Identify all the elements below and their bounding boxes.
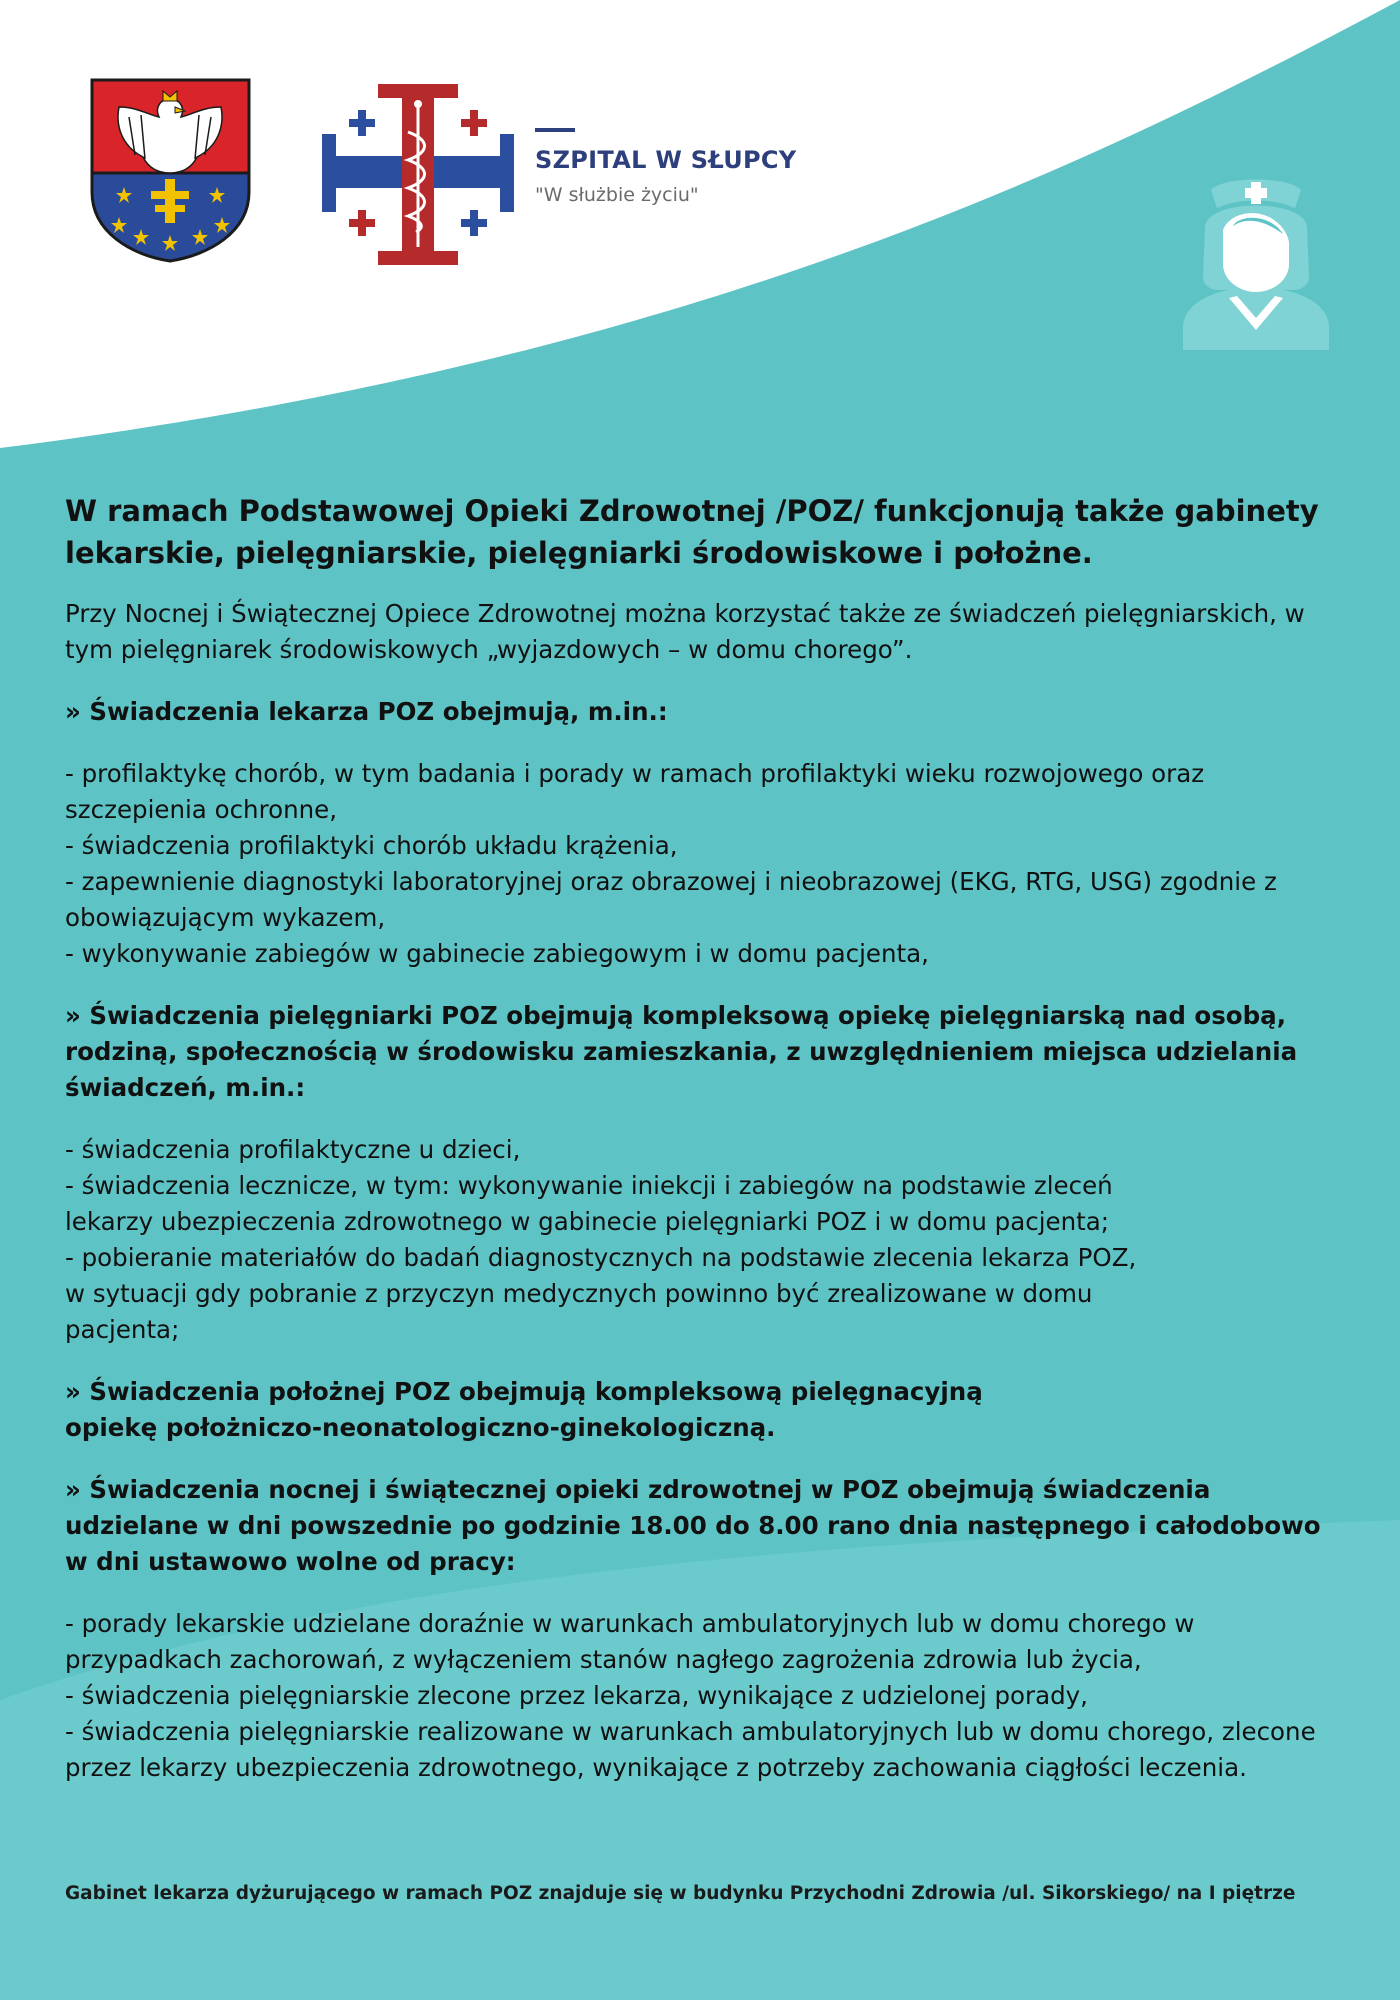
intro-paragraph: Przy Nocnej i Świątecznej Opiece Zdrowotnej można korzystać także ze świadczeń pielęgniarskich, w tym pielęgniarek środowiskowych „wyjazdowych – w domu chorego”.: [65, 599, 1305, 664]
section-list-lekarz: [65, 756, 1350, 972]
hospital-cross-logo-icon: [320, 82, 516, 267]
list-item: - wykonywanie zabiegów w gabinecie zabiegowym i w domu pacjenta,: [65, 939, 929, 968]
list-item: - świadczenia profilaktyczne u dzieci,: [65, 1135, 521, 1164]
list-item: - świadczenia pielęgniarskie realizowane w warunkach ambulatoryjnych lub w domu chorego, zlecone przez lekarzy ubezpieczenia zdrowotnego, wynikające z potrzeby zachowania ciągłości leczenia.: [65, 1717, 1316, 1782]
list-item: - zapewnienie diagnostyki laboratoryjnej oraz obrazowej i nieobrazowej (EKG, RTG, USG) zgodnie z obowiązującym wykazem,: [65, 867, 1277, 932]
list-item: - pobieranie materiałów do badań diagnostycznych na podstawie zlecenia lekarza POZ, w sytuacji gdy pobranie z przyczyn medycznych powinno być zrealizowane w domu pacjenta;: [65, 1243, 1137, 1344]
coat-of-arms-icon: [89, 77, 252, 263]
section-list-nocna: [65, 1606, 1350, 1786]
hospital-brand: [535, 128, 835, 206]
section-heading-lekarz: » Świadczenia lekarza POZ obejmują, m.in.:: [65, 697, 668, 726]
list-item: - świadczenia pielęgniarskie zlecone przez lekarza, wynikające z udzielonej porady,: [65, 1681, 1088, 1710]
section-heading-pielegniarka: » Świadczenia pielęgniarki POZ obejmują kompleksową opiekę pielęgniarską nad osobą, rodziną, społecznością w środowisku zamieszkania, z uwzględnieniem miejsca udzielania świadczeń, m.in.:: [65, 1001, 1298, 1102]
list-item: - profilaktykę chorób, w tym badania i porady w ramach profilaktyki wieku rozwojowego oraz szczepienia ochronne,: [65, 759, 1205, 824]
section-heading-polozna: » Świadczenia położnej POZ obejmują kompleksową pielęgnacyjną opiekę położniczo-neonatologiczno-ginekologiczną.: [65, 1377, 983, 1442]
section-heading-nocna: » Świadczenia nocnej i świątecznej opieki zdrowotnej w POZ obejmują świadczenia udzielane w dni powszednie po godzinie 18.00 do 8.00 rano dnia następnego i całodobowo w dni ustawowo wolne od pracy:: [65, 1475, 1321, 1576]
hospital-name: SZPITAL W SŁUPCY: [535, 146, 797, 174]
nurse-icon: [1183, 168, 1329, 350]
lead-paragraph: W ramach Podstawowej Opieki Zdrowotnej /POZ/ funkcjonują także gabinety lekarskie, pielęgniarskie, pielęgniarki środowiskowe i położne.: [65, 494, 1319, 570]
hospital-motto: "W służbie życiu": [535, 184, 699, 206]
list-item: - świadczenia lecznicze, w tym: wykonywanie iniekcji i zabiegów na podstawie zleceń lekarzy ubezpieczenia zdrowotnego w gabinecie pielęgniarki POZ i w domu pacjenta;: [65, 1171, 1113, 1236]
brand-rule: [535, 128, 575, 132]
section-list-pielegniarka: [65, 1132, 1350, 1348]
footer-note: Gabinet lekarza dyżurującego w ramach POZ znajduje się w budynku Przychodni Zdrowia /ul. Sikorskiego/ na I piętrze: [65, 1883, 1296, 1904]
main-content: [65, 490, 1350, 1812]
list-item: - porady lekarskie udzielane doraźnie w warunkach ambulatoryjnych lub w domu chorego w przypadkach zachorowań, z wyłączeniem stanów nagłego zagrożenia zdrowia lub życia,: [65, 1609, 1195, 1674]
list-item: - świadczenia profilaktyki chorób układu krążenia,: [65, 831, 678, 860]
